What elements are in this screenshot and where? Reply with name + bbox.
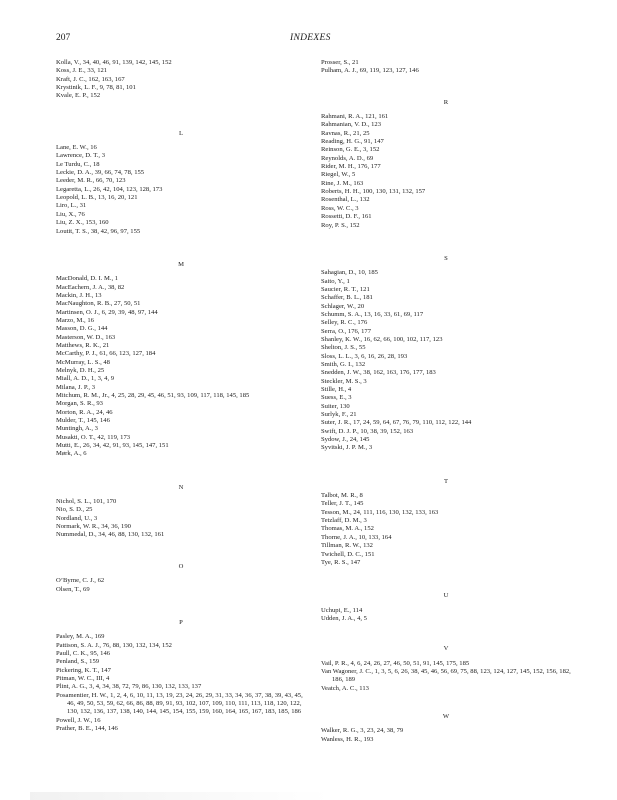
index-entry: Roy, P. S., 152 (321, 221, 360, 229)
index-entry: Lawrence, D. T., 3 (56, 152, 106, 160)
index-entry: Nordland, U., 3 (56, 514, 98, 522)
index-entry: Marzo, M., 16 (56, 316, 94, 324)
section-letter-heading: U (443, 592, 449, 600)
index-entry: Sydow, J., 24, 145 (321, 436, 370, 444)
index-entry: Mitchum, R. M., Jr., 4, 25, 28, 29, 45, 46, 51, 93, 109, 117, 118, 145, 185 (56, 392, 250, 399)
index-entry: Schumm, S. A., 13, 16, 33, 61, 69, 117 (321, 310, 424, 318)
index-entry: Suess, E., 3 (321, 394, 352, 402)
index-entry: Tye, R. S., 147 (321, 558, 361, 566)
index-entry: MacEachern, J. A., 38, 82 (56, 283, 125, 291)
index-entry: Rider, M. H., 176, 177 (321, 163, 381, 171)
index-entry: Syvitski, J. P. M., 3 (321, 444, 373, 452)
index-entry: Snedden, J. W., 38, 162, 163, 176, 177, 183 (321, 369, 436, 377)
index-entry: Sloss, L. L., 3, 6, 16, 26, 28, 193 (321, 352, 408, 360)
index-entry: Pasley, M. A., 169 (56, 633, 105, 641)
index-section (321, 478, 571, 567)
index-entry: Matthews, R. K., 21 (56, 341, 110, 349)
index-entry: Roberts, H. H., 100, 130, 131, 132, 157 (321, 188, 426, 196)
index-section (56, 261, 306, 459)
section-letter-heading: V (443, 645, 449, 653)
index-entry: MacNaughton, R. B., 27, 50, 51 (56, 300, 141, 308)
section-letter-heading: N (178, 483, 184, 491)
index-entry: Sahagian, D., 10, 185 (321, 269, 378, 277)
index-entry: Tillman, R. W., 132 (321, 542, 373, 550)
index-entry: Schaffer, B. L., 181 (321, 294, 373, 302)
index-entry: Saucier, R. T., 121 (321, 285, 370, 293)
index-entry: Suiter, 130 (321, 402, 350, 410)
index-entry: Rosenthal, L., 132 (321, 196, 370, 204)
index-entry: Schlager, W., 20 (321, 302, 365, 310)
index-entry: Leopold, L. B., 13, 16, 20, 121 (56, 194, 138, 202)
index-entry: Veatch, A. C., 113 (321, 684, 369, 692)
index-entry: Martinsen, O. J., 6, 29, 39, 48, 97, 144 (56, 308, 158, 316)
index-entry: Liu, Z. X., 153, 160 (56, 219, 109, 227)
section-letter-heading: M (178, 260, 184, 268)
index-entry: Thomas, M. A., 152 (321, 525, 374, 533)
index-entry: Liu, X., 76 (56, 210, 85, 218)
section-letter-heading: W (442, 712, 450, 720)
index-section (56, 619, 306, 733)
index-entry: Le Turdu, C., 18 (56, 160, 100, 168)
running-header-title: INDEXES (290, 33, 331, 43)
index-entry: Pulham, A. J., 69, 119, 123, 127, 146 (321, 67, 419, 75)
index-section (56, 563, 306, 594)
index-entry: Penland, S., 159 (56, 658, 100, 666)
index-entry: Musakti, O. T., 42, 119, 173 (56, 433, 131, 441)
index-entry: Talbot, M. R., 8 (321, 492, 363, 500)
page-number: 207 (56, 33, 71, 43)
index-entry: Loutit, T. S., 38, 42, 96, 97, 155 (56, 227, 141, 235)
index-entry: Morgan, S. R., 93 (56, 400, 103, 408)
index-entry: Tesson, M., 24, 111, 116, 130, 132, 133, 163 (321, 508, 439, 516)
index-entry: Swift, D. J. P., 10, 38, 39, 152, 163 (321, 427, 414, 435)
index-entry: Rine, J. M., 163 (321, 179, 364, 187)
index-entry: Serra, O., 176, 177 (321, 327, 371, 335)
index-section (321, 59, 571, 76)
index-section (321, 592, 571, 623)
index-entry: Olsen, T., 69 (56, 585, 90, 593)
index-entry: Riegel, W., 5 (321, 171, 356, 179)
index-entry: Kolla, V., 34, 40, 46, 91, 139, 142, 145, 152 (56, 59, 172, 66)
index-entry: Udden, J. A., 4, 5 (321, 614, 367, 622)
scan-shadow (30, 792, 330, 800)
index-entry: Powell, J. W., 16 (56, 716, 101, 724)
index-entry: Thorne, J. A., 10, 133, 164 (321, 533, 392, 541)
index-entry: Walker, R. G., 3, 23, 24, 38, 79 (321, 727, 404, 735)
index-entry: Leeder, M. R., 66, 70, 123 (56, 177, 126, 185)
index-entry: MacDonald, D. I. M., 1 (56, 275, 119, 283)
index-entry: Mutti, E., 26, 34, 42, 91, 93, 145, 147, 151 (56, 442, 169, 450)
index-section (56, 130, 306, 236)
index-entry: Mørk, A., 6 (56, 450, 87, 458)
index-entry: Masterson, W. D., 163 (56, 333, 116, 341)
index-section (56, 484, 306, 540)
index-entry: Reading, H. G., 91, 147 (321, 138, 384, 146)
index-section (321, 255, 571, 453)
section-letter-heading: S (444, 254, 448, 262)
index-entry: Uchupi, E., 114 (321, 606, 363, 614)
index-entry: Ross, W. C., 3 (321, 204, 359, 212)
index-entry: Mulder, T., 145, 146 (56, 417, 110, 425)
index-entry: Teller, J. T., 145 (321, 500, 364, 508)
index-entry: Miall, A. D., 1, 3, 4, 9 (56, 375, 115, 383)
index-entry: Vail, P. R., 4, 6, 24, 26, 27, 46, 50, 51, 91, 145, 175, 185 (321, 659, 470, 667)
index-entry: Milana, J. P., 3 (56, 383, 96, 391)
index-entry: Saito, Y., 1 (321, 277, 350, 285)
index-entry: Paull, C. K., 95, 146 (56, 649, 111, 657)
index-entry: Rahmani, R. A., 121, 161 (321, 113, 389, 121)
index-section (321, 99, 571, 230)
index-entry: Reinson, G. E., 3, 152 (321, 146, 380, 154)
index-entry: Melnyk, D. H., 25 (56, 366, 105, 374)
index-entry: Morton, R. A., 24, 46 (56, 408, 113, 416)
index-entry: Nio, S. D., 25 (56, 506, 93, 514)
index-entry: Suter, J. R., 17, 24, 59, 64, 67, 76, 79, 110, 112, 122, 144 (321, 419, 472, 427)
index-entry: Posamentier, H. W., 1, 2, 4, 6, 10, 11, 13, 19, 23, 24, 26, 29, 31, 33, 34, 36, 37, 38, 39, 43, 45, 46, 49, 50, 53, 59, 62, 66, 86, 88, 89, 91, 93, 102, 107, 109, 110, 111, 113, 118, 120, 122, 130, 132, 136, 137, 138, 140, 144, 145, 154, 155, 159, 160, 164, 165, 167, 183, 185, 186 (56, 691, 303, 716)
index-entry: Selley, R. C., 176 (321, 319, 368, 327)
section-letter-heading: T (443, 477, 449, 485)
index-entry: Pickering, K. T., 147 (56, 666, 111, 674)
index-entry: McCarthy, P. J., 61, 66, 123, 127, 184 (56, 350, 156, 358)
index-entry: Pitman, W. C., III, 4 (56, 674, 110, 682)
index-entry: Wanless, H. R., 193 (321, 735, 374, 743)
index-entry: Smith, G. I., 132 (321, 360, 366, 368)
index-entry: Kvale, E. P., 152 (56, 92, 101, 100)
left-index-column (56, 59, 306, 733)
index-entry: Shanley, K. W., 16, 62, 66, 100, 102, 117, 123 (321, 335, 443, 343)
index-entry: Steckler, M. S., 3 (321, 377, 367, 385)
index-entry: Plint, A. G., 3, 4, 34, 38, 72, 79, 86, 130, 132, 133, 137 (56, 683, 202, 691)
section-letter-heading: R (443, 98, 449, 106)
index-entry: Kraft, J. C., 162, 163, 167 (56, 75, 125, 83)
index-section (321, 645, 571, 693)
index-entry: Rossetti, D. F., 161 (321, 213, 372, 221)
section-letter-heading: L (178, 129, 184, 137)
index-entry: Shelton, J. S., 55 (321, 344, 366, 352)
index-entry: O’Byrne, C. J., 62 (56, 577, 105, 585)
index-entry: Prosser, S., 21 (321, 59, 359, 66)
index-entry: Nichol, S. L., 101, 170 (56, 498, 117, 506)
index-entry: Mackin, J. H., 13 (56, 291, 102, 299)
index-entry: Koss, J. E., 33, 121 (56, 67, 108, 75)
index-section (321, 713, 571, 744)
index-entry: Krystinik, L. F., 9, 78, 81, 101 (56, 84, 136, 92)
index-entry: Pattison, S. A. J., 76, 88, 130, 132, 134, 152 (56, 641, 172, 649)
index-entry: Leckie, D. A., 39, 66, 74, 78, 155 (56, 169, 145, 177)
index-entry: Reynolds, A. D., 69 (321, 154, 374, 162)
index-entry: McMurray, L. S., 48 (56, 358, 110, 366)
index-entry: Lane, E. W., 16 (56, 144, 97, 152)
index-entry: Stille, H., 4 (321, 386, 352, 393)
index-entry: Surlyk, F., 21 (321, 411, 357, 419)
index-entry: Nummedal, D., 34, 46, 88, 130, 132, 161 (56, 531, 165, 539)
index-entry: Van Wagoner, J. C., 1, 3, 5, 6, 26, 38, 45, 46, 56, 69, 75, 88, 123, 124, 127, 145, 152, 156, 182, 186, 189 (321, 667, 571, 684)
index-entry: Prather, B. E., 144, 146 (56, 724, 118, 732)
index-entry: Ravnas, R., 21, 25 (321, 129, 370, 137)
index-entry: Tetzlaff, D. M., 3 (321, 517, 367, 525)
index-section (56, 59, 306, 101)
section-letter-heading: P (179, 618, 183, 626)
index-entry: Muntingh, A., 3 (56, 425, 98, 433)
index-entry: Normark, W. R., 34, 36, 190 (56, 523, 131, 531)
index-entry: Twichell, D. C., 151 (321, 550, 375, 558)
right-index-column (321, 59, 571, 744)
index-entry: Masson, D. G., 144 (56, 325, 108, 333)
index-entry: Legaretta, L., 26, 42, 104, 123, 128, 173 (56, 185, 163, 193)
index-entry: Liro, L., 31 (56, 202, 87, 210)
section-letter-heading: O (178, 562, 184, 570)
index-entry: Rahmanian, V. D., 123 (321, 121, 382, 129)
